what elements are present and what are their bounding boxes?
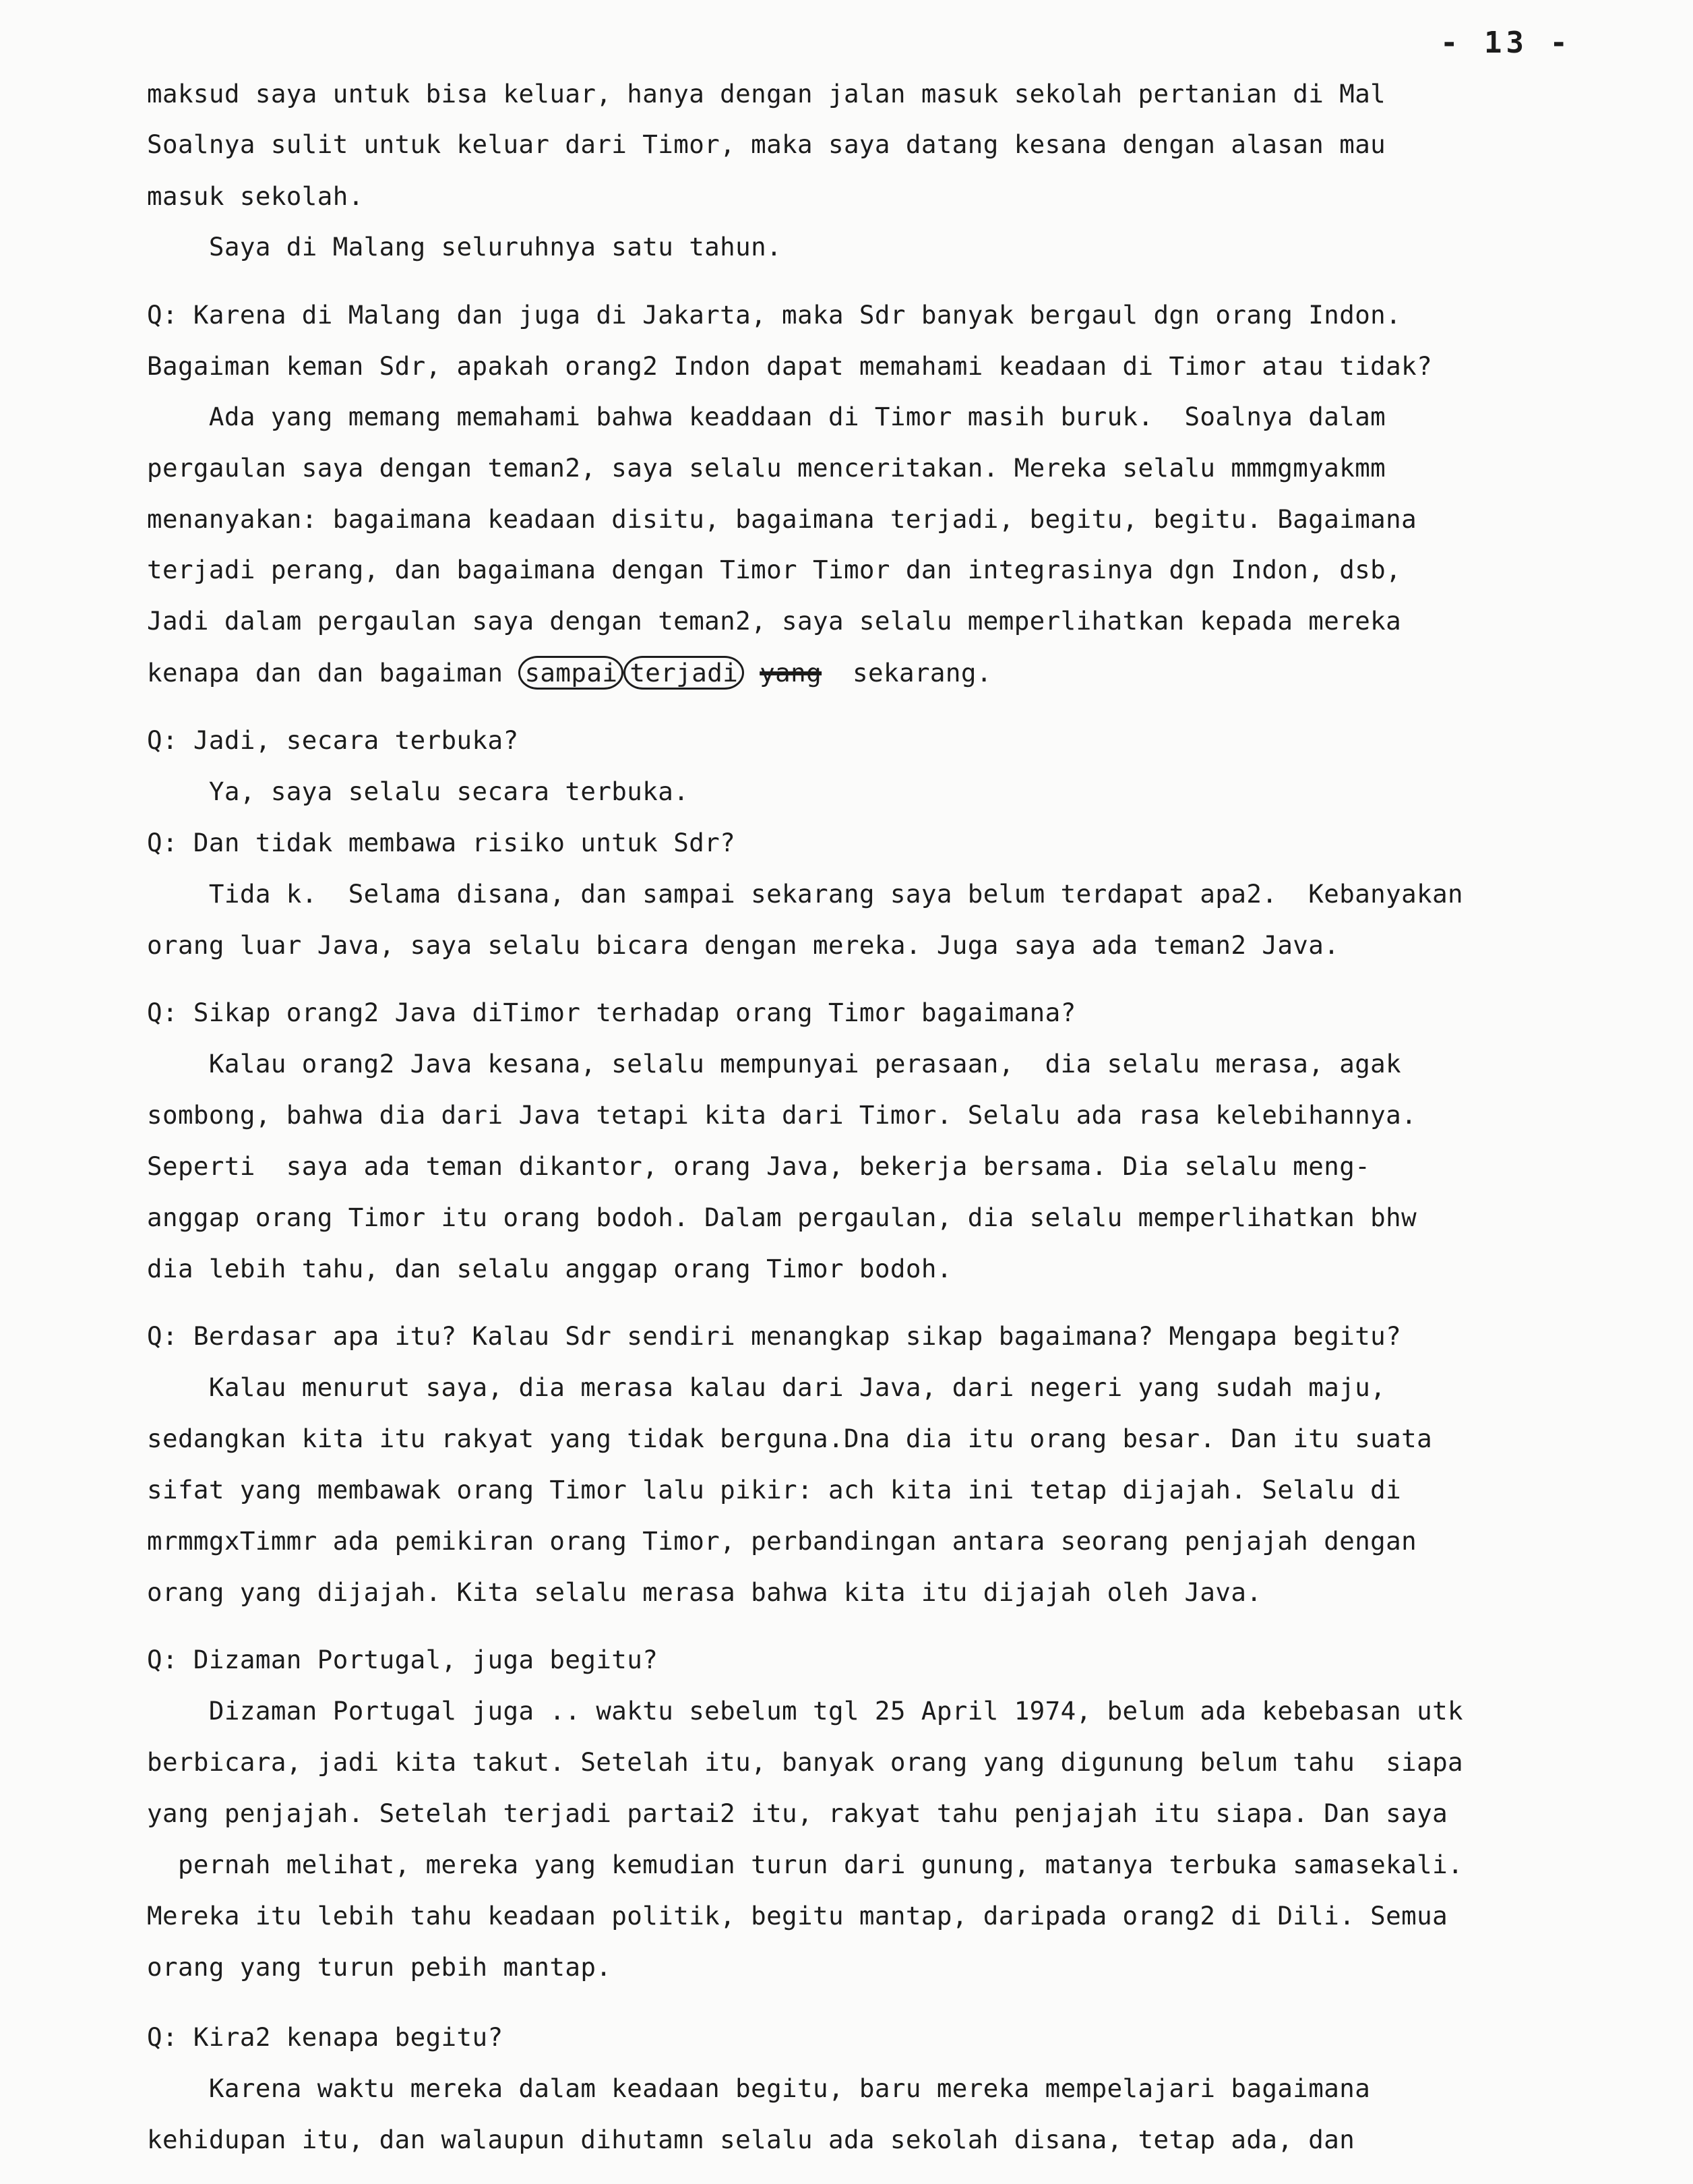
text-line: masuk sekolah.	[147, 181, 364, 211]
text-line: Karena waktu mereka dalam keadaan begitu, baru mereka mempelajari bagaimana	[147, 2073, 1371, 2103]
circled-word: terjadi	[623, 656, 744, 690]
text-line: sombong, bahwa dia dari Java tetapi kita dari Timor. Selalu ada rasa kelebihannya.	[147, 1100, 1417, 1130]
text-segment: sekarang.	[853, 658, 992, 688]
text-line: Kalau menurut saya, dia merasa kalau dari Java, dari negeri yang sudah maju,	[147, 1372, 1386, 1402]
text-line: sedangkan kita itu rakyat yang tidak berguna.Dna dia itu orang besar. Dan itu suata	[147, 1424, 1433, 1453]
text-line: Ya, saya selalu secara terbuka.	[147, 777, 689, 806]
text-line: Saya di Malang seluruhnya satu tahun.	[147, 232, 782, 262]
text-line: orang yang turun pebih mantap.	[147, 1952, 612, 1982]
text-line: Tida k. Selama disana, dan sampai sekarang saya belum terdapat apa2. Kebanyakan	[147, 879, 1464, 909]
text-line: Q: Dizaman Portugal, juga begitu?	[147, 1645, 658, 1674]
text-line: Q: Kira2 kenapa begitu?	[147, 2022, 503, 2052]
text-line: Dizaman Portugal juga .. waktu sebelum tgl 25 April 1974, belum ada kebebasan utk	[147, 1696, 1464, 1726]
text-line-annotated	[147, 658, 992, 688]
text-line: pergaulan saya dengan teman2, saya selalu menceritakan. Mereka selalu mmmgmyakmm	[147, 453, 1386, 483]
text-line: pernah melihat, mereka yang kemudian turun dari gunung, matanya terbuka samasekali.	[147, 1850, 1464, 1879]
text-line: terjadi perang, dan bagaimana dengan Timor Timor dan integrasinya dgn Indon, dsb,	[147, 555, 1402, 584]
text-line: menanyakan: bagaimana keadaan disitu, bagaimana terjadi, begitu, begitu. Bagaimana	[147, 504, 1417, 534]
page-number: - 13 -	[1440, 26, 1572, 60]
text-line: Bagaiman keman Sdr, apakah orang2 Indon dapat memahami keadaan di Timor atau tidak?	[147, 351, 1433, 381]
text-line: Seperti saya ada teman dikantor, orang Java, bekerja bersama. Dia selalu meng-	[147, 1151, 1371, 1181]
text-line: Q: Jadi, secara terbuka?	[147, 725, 519, 755]
text-line: sifat yang membawak orang Timor lalu pikir: ach kita ini tetap dijajah. Selalu di	[147, 1475, 1402, 1505]
struck-word: yang	[760, 658, 822, 688]
text-line: Q: Sikap orang2 Java diTimor terhadap orang Timor bagaimana?	[147, 998, 1076, 1027]
text-line: Q: Karena di Malang dan juga di Jakarta, maka Sdr banyak bergaul dgn orang Indon.	[147, 300, 1402, 330]
text-line: Q: Dan tidak membawa risiko untuk Sdr?	[147, 828, 736, 857]
text-segment: kenapa dan dan bagaiman	[147, 658, 503, 688]
text-line: Jadi dalam pergaulan saya dengan teman2, saya selalu memperlihatkan kepada mereka	[147, 606, 1402, 636]
text-line: mrmmgxTimmr ada pemikiran orang Timor, perbandingan antara seorang penjajah dengan	[147, 1526, 1417, 1556]
text-line: Mereka itu lebih tahu keadaan politik, begitu mantap, daripada orang2 di Dili. Semua	[147, 1901, 1448, 1931]
text-line: dia lebih tahu, dan selalu anggap orang Timor bodoh.	[147, 1254, 952, 1283]
text-line: anggap orang Timor itu orang bodoh. Dalam pergaulan, dia selalu memperlihatkan bhw	[147, 1203, 1417, 1232]
text-line: yang penjajah. Setelah terjadi partai2 itu, rakyat tahu penjajah itu siapa. Dan saya	[147, 1798, 1448, 1828]
text-line: Ada yang memang memahami bahwa keaddaan di Timor masih buruk. Soalnya dalam	[147, 402, 1386, 431]
text-line: orang yang dijajah. Kita selalu merasa bahwa kita itu dijajah oleh Java.	[147, 1577, 1262, 1607]
text-line: berbicara, jadi kita takut. Setelah itu, banyak orang yang digunung belum tahu siapa	[147, 1747, 1464, 1777]
text-line: Kalau orang2 Java kesana, selalu mempunyai perasaan, dia selalu merasa, agak	[147, 1049, 1402, 1079]
text-line: maksud saya untuk bisa keluar, hanya dengan jalan masuk sekolah pertanian di Mal	[147, 79, 1386, 109]
text-line: kehidupan itu, dan walaupun dihutamn selalu ada sekolah disana, tetap ada, dan	[147, 2125, 1355, 2154]
text-line: Soalnya sulit untuk keluar dari Timor, maka saya datang kesana dengan alasan mau	[147, 129, 1386, 159]
text-line: orang luar Java, saya selalu bicara dengan mereka. Juga saya ada teman2 Java.	[147, 930, 1340, 960]
text-line: Q: Berdasar apa itu? Kalau Sdr sendiri menangkap sikap bagaimana? Mengapa begitu?	[147, 1321, 1402, 1351]
circled-word: sampai	[518, 656, 623, 690]
